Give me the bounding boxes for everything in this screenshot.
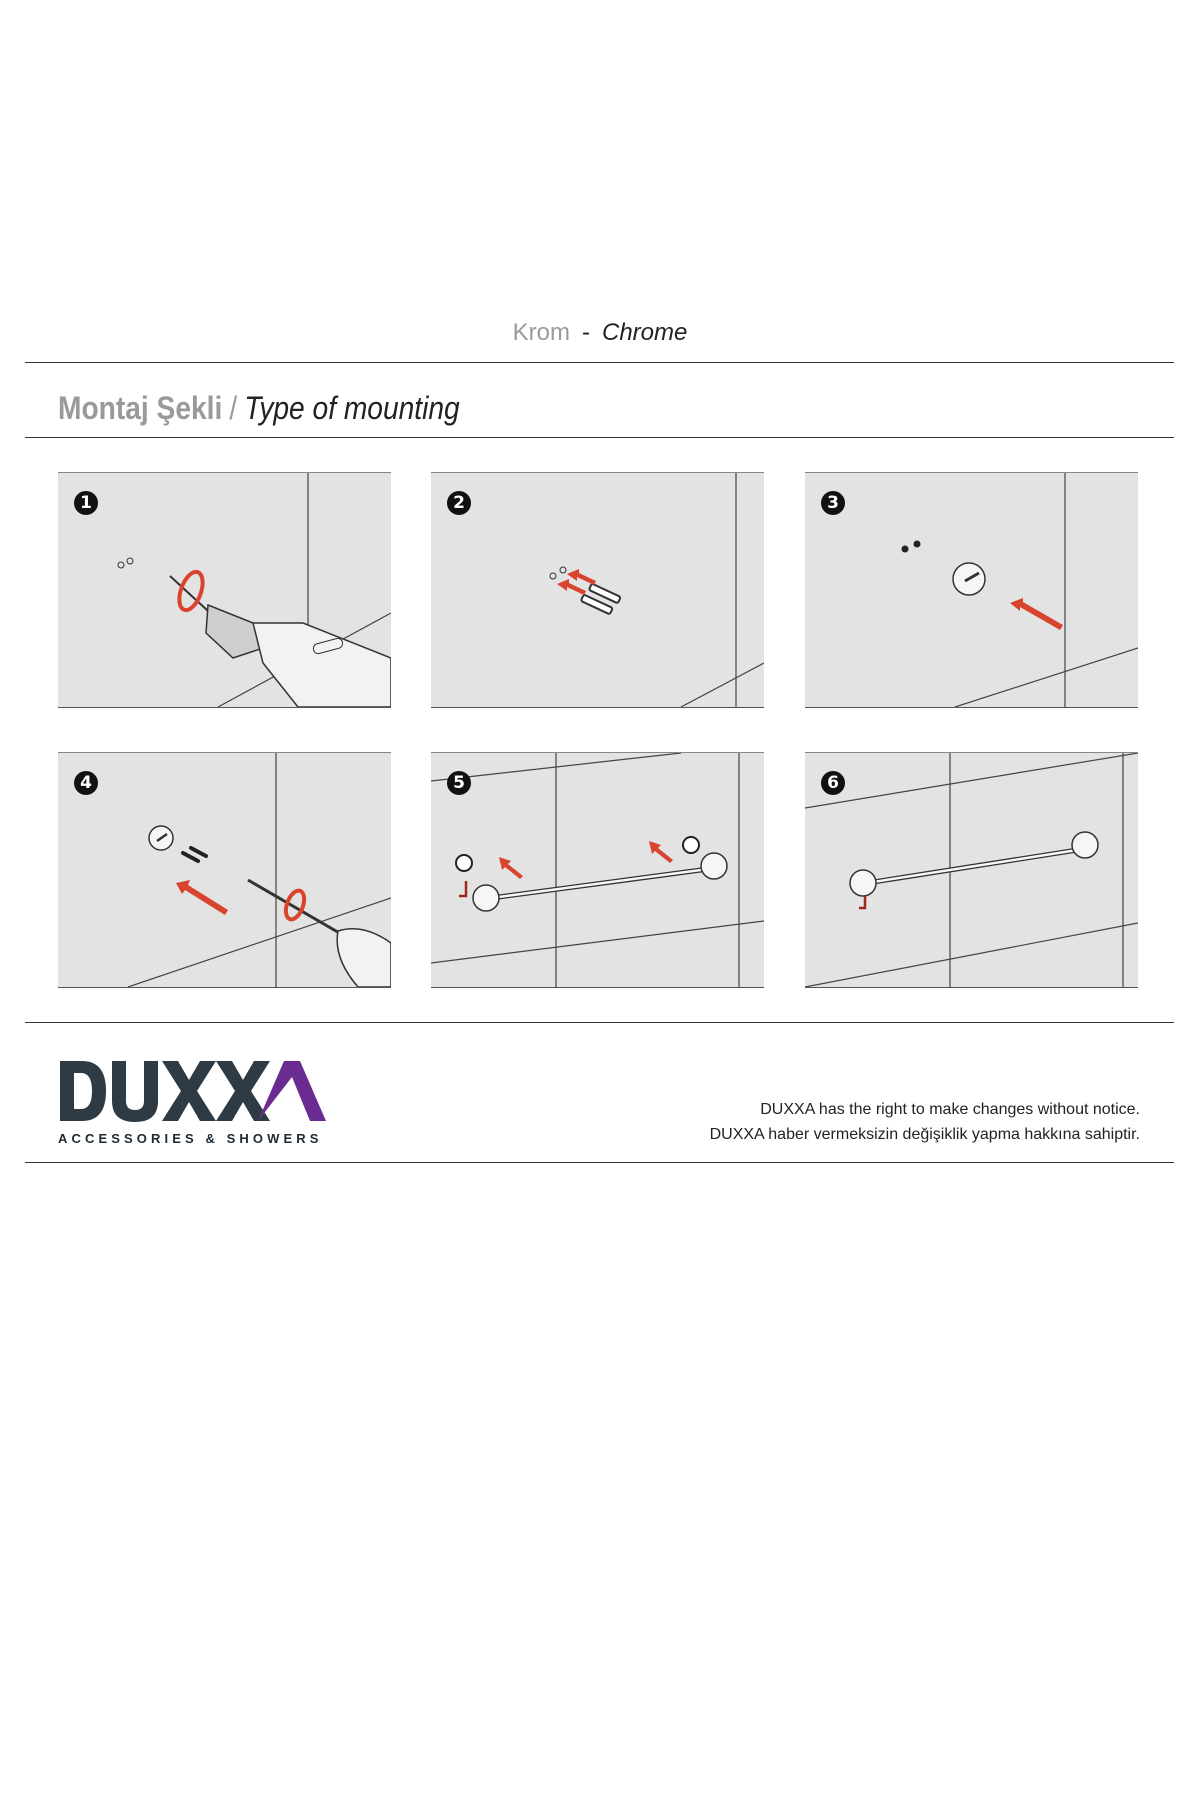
finish-separator: - [581,319,590,346]
screwdriver-icon [248,880,391,987]
duxxa-wordmark [58,1055,328,1127]
step-number: 6 [821,771,845,795]
drill-icon [170,576,391,707]
step-1-illustration [58,473,391,707]
hole-icon [550,573,556,579]
towel-bar-icon [850,832,1098,896]
finish-label [0,318,1200,348]
brand-tagline: ACCESSORIES & SHOWERS [58,1131,323,1146]
mounting-steps [58,472,1138,992]
step-number: 4 [74,771,98,795]
step-1-drill [58,472,391,708]
heading-tr: Montaj Şekli [58,390,223,426]
disclaimer-tr: DUXXA haber vermeksizin değişiklik yapma hakkına sahiptir. [709,1126,1140,1143]
allen-key-icon [859,896,865,908]
step-3-bracket [805,472,1138,708]
finish-en: Chrome [601,319,688,346]
heading-en: Type of mounting [244,390,460,426]
hole-icon [902,546,909,553]
step-5-mount-bar [431,752,764,988]
bracket-icon [953,563,985,595]
step-6-finished [805,752,1138,988]
step-number: 5 [447,771,471,795]
hole-icon [914,541,921,548]
divider-heading [25,437,1174,438]
duxxa-logo [58,1055,328,1155]
arrow-icon [499,841,673,879]
divider-top [25,362,1174,363]
arrow-icon [1010,598,1063,630]
step-number: 1 [74,491,98,515]
step-3-illustration [805,473,1138,707]
hole-icon [118,562,124,568]
disclaimer [710,1097,1140,1147]
hole-icon [127,558,133,564]
mounting-heading [58,388,460,428]
step-2-illustration [431,473,764,707]
finish-tr: Krom [512,319,570,346]
arrow-icon [176,880,228,915]
divider-bottom [25,1162,1174,1163]
step-2-plugs [431,472,764,708]
disclaimer-en: DUXXA has the right to make changes without notice. [760,1101,1140,1118]
bracket-icon [149,826,173,850]
plug-icon [581,584,621,615]
screw-icon [183,848,206,861]
allen-key-icon [459,881,466,896]
rotate-arrow-icon [282,888,307,922]
step-5-illustration [431,753,764,987]
step-6-illustration [805,753,1138,987]
step-number: 2 [447,491,471,515]
towel-bar-icon [473,853,727,911]
step-4-illustration [58,753,391,987]
step-number: 3 [821,491,845,515]
step-4-screw [58,752,391,988]
hole-icon [560,567,566,573]
divider-footer [25,1022,1174,1023]
heading-slash: / [229,390,238,426]
